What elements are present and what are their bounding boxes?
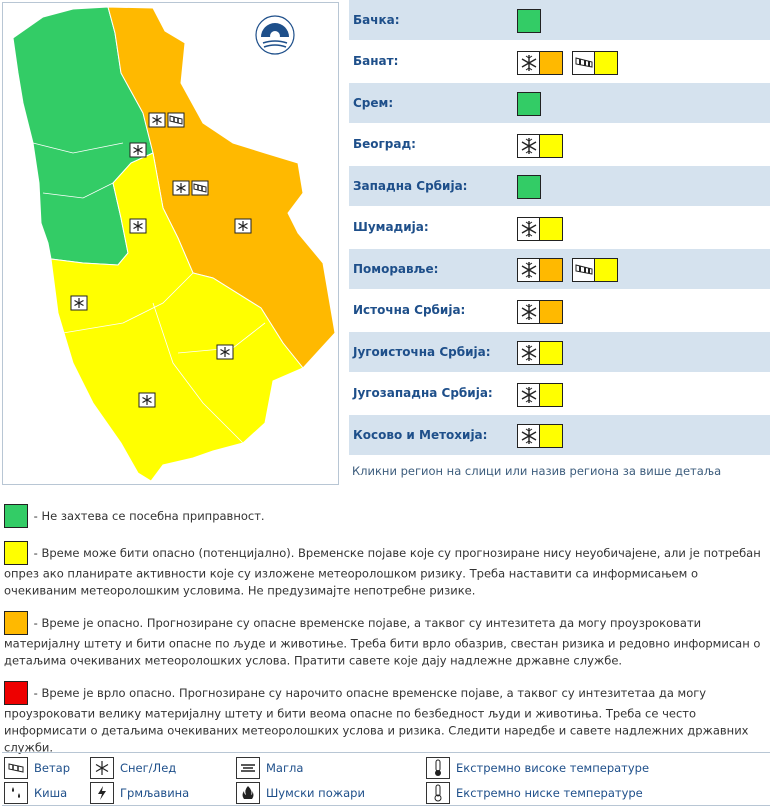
map-wind-icon-banat [168, 113, 184, 127]
snow-ice-icon [517, 51, 539, 75]
warning-level-swatch [539, 383, 563, 407]
region-row[interactable] [349, 83, 770, 125]
region-warnings [517, 341, 563, 365]
region-row[interactable] [349, 42, 770, 84]
snow-ice-icon [517, 383, 539, 407]
fog-icon [236, 757, 260, 779]
legend-snow: Снег/Лед [90, 757, 176, 779]
warning-level-swatch [539, 217, 563, 241]
legend-cold: Екстремно ниске температуре [426, 782, 643, 804]
snow-ice-icon [517, 424, 539, 448]
region-row[interactable] [349, 0, 770, 42]
red-swatch [4, 681, 28, 705]
orange-swatch [4, 611, 28, 635]
map-snow-icon-jugoistocna [217, 345, 233, 359]
high-temperature-icon [426, 757, 450, 779]
legend-red-text: - Време је врло опасно. Прогнозиране су нарочито опасне временске појаве, а таквог су интезитетаа да могу проузроковати велику материјалну штету и бити веома опасне по безбедност људи и животиња. Треба се често информисати о детаљима очекиваних метеоролошких услова и ризика. Следити наредбе и савете надлежних државних служби. [4, 685, 749, 754]
region-name[interactable]: Југоисточна Србија: [353, 344, 491, 359]
legend-yellow-text: - Време може бити опасно (потенцијално). Временске појаве које су прогнозиране нису неуобичајене, али је потребан опрез ако планирате активности које су изложене метеоролошком ризику. Треба наставити са информисањем о очекиваним метеоролошким условима. Не предузимајте непотребне ризике. [4, 545, 761, 597]
icon-legend [2, 752, 770, 806]
region-row[interactable] [349, 374, 770, 416]
hint-text: Кликни регион на слици или назив региона за више детаља [352, 464, 722, 478]
legend-red [4, 681, 770, 755]
legend-green [4, 504, 770, 528]
region-row[interactable] [349, 208, 770, 250]
warning-badge [572, 258, 618, 282]
region-warnings [517, 175, 541, 199]
map-snow-icon-sumadija [130, 219, 146, 233]
map-snow-icon-istocna [235, 219, 251, 233]
warning-level-swatch [539, 134, 563, 158]
snow-ice-icon [517, 300, 539, 324]
region-name[interactable]: Поморавље: [353, 261, 439, 276]
wind-icon [4, 757, 28, 779]
legend-heat: Екстремно високе температуре [426, 757, 649, 779]
level-swatch [517, 9, 541, 33]
region-row[interactable] [349, 415, 770, 457]
legend-green-text: - Не захтева се посебна приправност. [33, 508, 265, 523]
warning-level-swatch [539, 51, 563, 75]
snow-ice-icon [517, 134, 539, 158]
low-temperature-icon [426, 782, 450, 804]
wind-icon [572, 258, 594, 282]
warning-badge [517, 134, 563, 158]
legend-orange [4, 611, 770, 669]
region-warnings [517, 217, 563, 241]
region-warnings [517, 51, 618, 75]
warning-level-swatch [594, 51, 618, 75]
snow-ice-icon [90, 757, 114, 779]
legend-fire: Шумски пожари [236, 782, 365, 804]
region-name[interactable]: Источна Србија: [353, 303, 466, 318]
region-name[interactable]: Шумадија: [353, 220, 429, 235]
warning-level-swatch [539, 424, 563, 448]
region-row[interactable] [349, 166, 770, 208]
map-wind-icon-pomoravlje [192, 181, 208, 195]
region-warnings [517, 9, 541, 33]
snow-ice-icon [517, 341, 539, 365]
warning-badge [517, 258, 563, 282]
level-swatch [517, 175, 541, 199]
region-name[interactable]: Београд: [353, 137, 416, 152]
region-warnings [517, 258, 618, 282]
serbia-map[interactable] [3, 3, 340, 486]
rain-icon [4, 782, 28, 804]
snow-ice-icon [517, 217, 539, 241]
region-name[interactable]: Срем: [353, 95, 394, 110]
region-row[interactable] [349, 125, 770, 167]
warning-level-swatch [539, 341, 563, 365]
warning-badge [517, 300, 563, 324]
warning-badge [517, 341, 563, 365]
level-swatch [517, 92, 541, 116]
region-row[interactable] [349, 291, 770, 333]
region-name[interactable]: Западна Србија: [353, 178, 468, 193]
lightning-icon [90, 782, 114, 804]
warning-badge [517, 424, 563, 448]
legend-wind: Ветар [4, 757, 70, 779]
legend-rain: Киша [4, 782, 67, 804]
region-warnings [517, 134, 563, 158]
map-snow-icon-kosovo [139, 393, 155, 407]
forest-fire-icon [236, 782, 260, 804]
region-name[interactable]: Косово и Метохија: [353, 427, 488, 442]
warning-badge [517, 217, 563, 241]
map-snow-icon-beograd [130, 143, 146, 157]
legend-fog: Магла [236, 757, 303, 779]
warning-badge [517, 51, 563, 75]
region-warnings [517, 300, 563, 324]
region-list [349, 0, 770, 457]
warning-level-swatch [539, 300, 563, 324]
region-name[interactable]: Југозападна Србија: [353, 386, 493, 401]
region-row[interactable] [349, 249, 770, 291]
warning-badge [517, 383, 563, 407]
map-snow-icon-jugozapadna [71, 296, 87, 310]
warning-map[interactable] [2, 2, 339, 485]
region-warnings [517, 383, 563, 407]
warning-level-swatch [539, 258, 563, 282]
region-name[interactable]: Банат: [353, 54, 399, 69]
region-name[interactable]: Бачка: [353, 12, 400, 27]
wind-icon [572, 51, 594, 75]
legend-yellow [4, 541, 770, 599]
snow-ice-icon [517, 258, 539, 282]
region-warnings [517, 92, 541, 116]
green-swatch [4, 504, 28, 528]
yellow-swatch [4, 541, 28, 565]
legend-orange-text: - Време је опасно. Прогнозиране су опасне временске појаве, а таквог су интезитета да могу проузроковати материјалну штету и бити опасне по људе и животиње. Треба бити врло обазрив, свестан ризика и редовно информисан о детаљима очекиваних метеоролошких услова. Пратити савете које дају надлежне државне службе. [4, 615, 761, 667]
region-row[interactable] [349, 332, 770, 374]
rhmz-logo-icon [256, 16, 294, 54]
warning-badge [572, 51, 618, 75]
legend-thunder: Грмљавина [90, 782, 189, 804]
map-snow-icon-pomoravlje [173, 181, 189, 195]
region-warnings [517, 424, 563, 448]
warning-level-swatch [594, 258, 618, 282]
map-snow-icon-banat [149, 113, 165, 127]
